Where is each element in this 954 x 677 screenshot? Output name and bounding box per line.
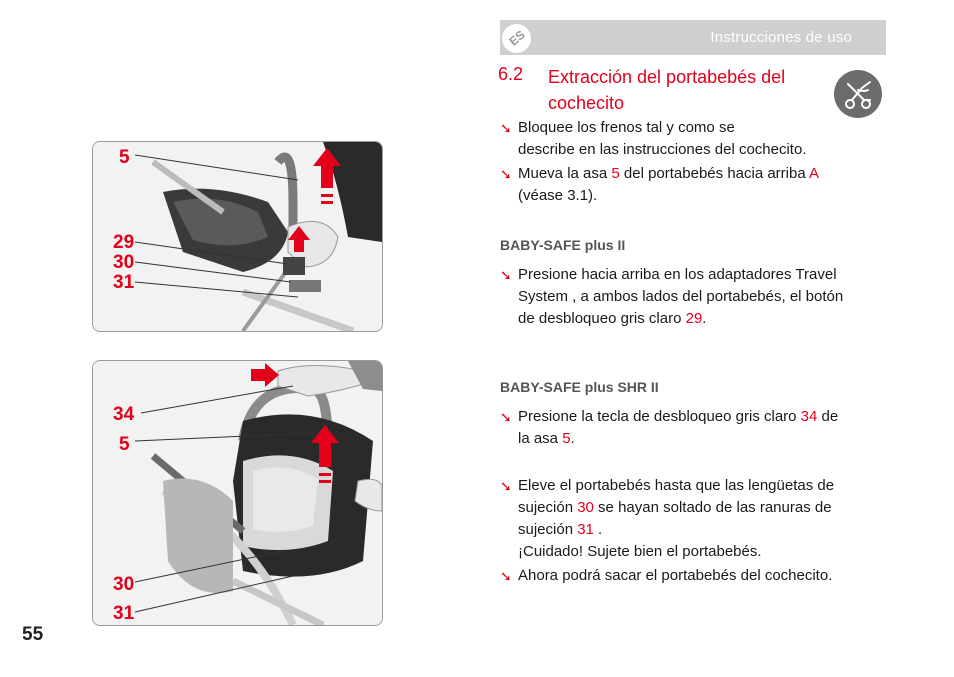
page-number: 55 — [22, 624, 44, 645]
section-title-line2: cochecito — [548, 93, 625, 113]
ref-34: 34 — [800, 408, 818, 425]
caution-label: ¡Cuidado! — [518, 543, 584, 560]
step-5-line3: sujeción — [518, 521, 578, 538]
ref-29: 29 — [685, 310, 703, 327]
step-4-line2: la asa — [518, 430, 563, 447]
stroller-icon — [834, 70, 882, 118]
ref-5: 5 — [562, 430, 571, 447]
step-5-line2: sujeción — [518, 499, 578, 516]
arrow-bullet-icon: ➘ — [500, 409, 512, 425]
callout-34: 34 — [113, 404, 135, 425]
callout-31: 31 — [113, 603, 135, 624]
ref-31: 31 — [577, 521, 594, 538]
callout-30: 30 — [113, 574, 135, 595]
step-3-period: . — [702, 310, 707, 327]
arrow-bullet-icon: ➘ — [500, 568, 512, 584]
step-2-line2: (véase 3.1). — [518, 187, 598, 204]
figure-2-release-illustration — [92, 360, 383, 626]
section-title — [548, 64, 838, 116]
ref-30: 30 — [577, 499, 594, 516]
step-2-text-b: del portabebés hacia arriba — [619, 165, 810, 182]
header-bar — [500, 20, 886, 55]
arrow-bullet-icon: ➘ — [500, 120, 512, 136]
subhead-baby-safe-plus-ii: BABY-SAFE plus II — [500, 237, 626, 253]
subhead-baby-safe-plus-shr-ii: BABY-SAFE plus SHR II — [500, 379, 659, 395]
step-1-line2: describe en las instrucciones del cochecito. — [518, 141, 807, 158]
caution-text: Sujete bien el portabebés. — [583, 543, 762, 560]
callout-30: 30 — [113, 252, 135, 273]
step-3-line3: de desbloqueo gris claro — [518, 310, 686, 327]
step-4-text-a: Presione la tecla de desbloqueo gris claro — [518, 408, 801, 425]
section-number: 6.2 — [498, 64, 524, 84]
ref-a: A — [809, 165, 820, 182]
step-5-line2-b: se hayan soltado de las ranuras de — [593, 499, 832, 516]
arrow-bullet-icon: ➘ — [500, 166, 512, 182]
header-title: Instrucciones de uso — [710, 29, 852, 46]
figure-1-release-illustration — [92, 141, 383, 332]
step-3-line2: System , a ambos lados del portabebés, el botón — [518, 288, 844, 305]
step-6-text: Ahora podrá sacar el portabebés del cochecito. — [518, 567, 833, 584]
step-2-text-a: Mueva la asa — [518, 165, 612, 182]
callout-5: 5 — [119, 434, 130, 455]
ref-5: 5 — [611, 165, 620, 182]
callout-5: 5 — [119, 147, 130, 168]
step-5-line3-b: . — [593, 521, 603, 538]
arrow-bullet-icon: ➘ — [500, 478, 512, 494]
callout-29: 29 — [113, 232, 135, 253]
language-badge — [500, 22, 533, 55]
step-5-line1: Eleve el portabebés hasta que las lengüetas de — [518, 477, 835, 494]
step-4-period: . — [570, 430, 575, 447]
step-1-line1: Bloquee los frenos tal y como se — [518, 119, 735, 136]
callout-31: 31 — [113, 272, 135, 293]
arrow-bullet-icon: ➘ — [500, 267, 512, 283]
language-badge-label: ES — [506, 27, 528, 49]
step-3-line1: Presione hacia arriba en los adaptadores Travel — [518, 266, 837, 283]
section-title-line1: Extracción del portabebés del — [548, 67, 786, 87]
step-4-text-b: de — [817, 408, 839, 425]
